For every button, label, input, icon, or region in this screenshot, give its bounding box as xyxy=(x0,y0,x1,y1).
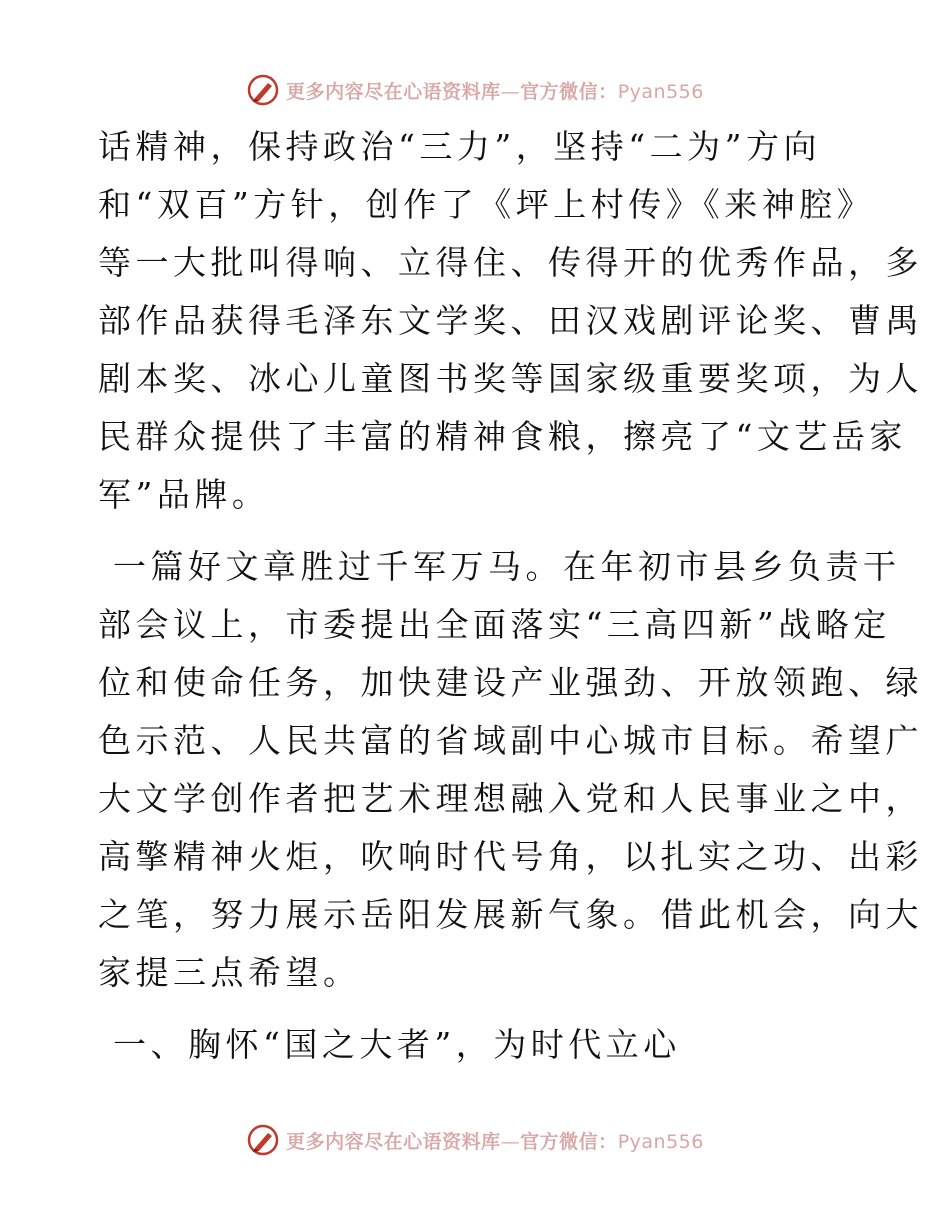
watermark-id: Pyan556 xyxy=(617,1130,704,1153)
paragraph-2 xyxy=(98,538,923,1002)
footer-watermark xyxy=(0,1122,950,1158)
paragraph-line: 等一大批叫得响、立得住、传得开的优秀作品，多 xyxy=(98,243,923,282)
watermark-text xyxy=(286,1127,704,1154)
paragraph-line: 一篇好文章胜过千军万马。在年初市县乡负责干 xyxy=(98,547,901,586)
watermark-official: 官方微信： xyxy=(520,80,618,103)
section-heading: 一、胸怀“国之大者”，为时代立心 xyxy=(98,1025,681,1064)
paragraph-line: 民群众提供了丰富的精神食粮，擦亮了“文艺岳家 xyxy=(98,417,907,456)
paragraph-line: 之笔，努力展示岳阳发展新气象。借此机会，向大 xyxy=(98,895,923,934)
pen-logo-icon xyxy=(246,1123,280,1157)
paragraph-line: 色示范、人民共富的省域副中心城市目标。希望广 xyxy=(98,721,923,760)
watermark-main: 更多内容尽在心语资料库 xyxy=(286,1130,501,1153)
watermark-main: 更多内容尽在心语资料库 xyxy=(286,80,501,103)
header-watermark xyxy=(0,72,950,108)
watermark-separator: — xyxy=(500,80,521,103)
watermark-separator: — xyxy=(500,1130,521,1153)
paragraph-line: 和“双百”方针，创作了《坪上村传》《来神腔》 xyxy=(98,185,875,224)
paragraph-line: 家提三点希望。 xyxy=(98,953,361,992)
watermark-id: Pyan556 xyxy=(617,80,704,103)
pen-logo-icon xyxy=(246,73,280,107)
paragraph-line: 部作品获得毛泽东文学奖、田汉戏剧评论奖、曹禺 xyxy=(98,301,923,340)
watermark-official: 官方微信： xyxy=(520,1130,618,1153)
paragraph-line: 剧本奖、冰心儿童图书奖等国家级重要奖项，为人 xyxy=(98,359,923,398)
watermark-text xyxy=(286,77,704,104)
paragraph-line: 话精神，保持政治“三力”，坚持“二为”方向 xyxy=(98,127,821,166)
paragraph-line: 位和使命任务，加快建设产业强劲、开放领跑、绿 xyxy=(98,663,923,702)
paragraph-1 xyxy=(98,118,923,524)
paragraph-line: 大文学创作者把艺术理想融入党和人民事业之中， xyxy=(98,779,923,818)
document-body xyxy=(98,118,923,1074)
paragraph-line: 部会议上，市委提出全面落实“三高四新”战略定 xyxy=(98,605,891,644)
paragraph-line: 军”品牌。 xyxy=(98,475,270,514)
paragraph-line: 高擎精神火炬，吹响时代号角，以扎实之功、出彩 xyxy=(98,837,923,876)
